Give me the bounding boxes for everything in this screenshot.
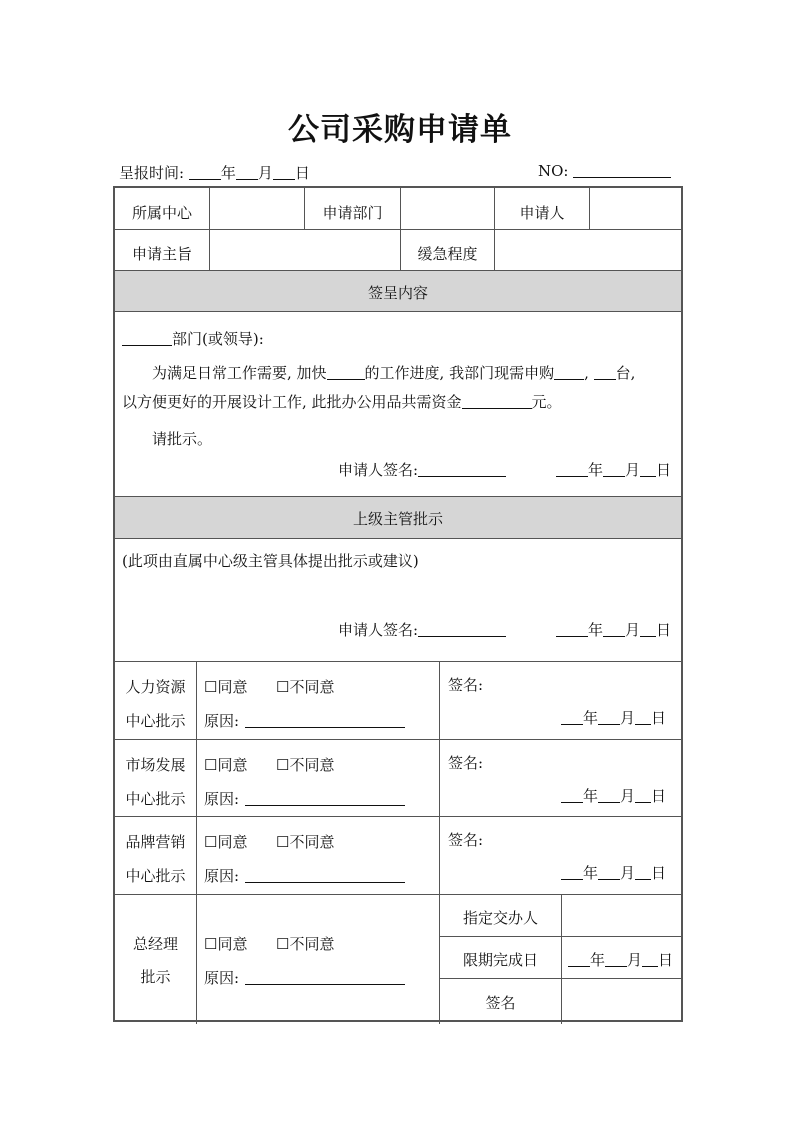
year-blank[interactable] <box>189 164 221 180</box>
supervisor-section-header <box>115 496 681 539</box>
reason-line: 原因: <box>204 788 405 809</box>
no-label: NO: <box>538 162 569 180</box>
content-section-header <box>115 270 681 312</box>
applicant-label: 申请人 <box>519 204 565 222</box>
gm-sign-field[interactable] <box>562 979 681 1022</box>
report-time <box>119 162 310 183</box>
approval-dept-line2: 中心批示 <box>125 867 186 885</box>
approval-dept-line1: 人力资源 <box>125 678 186 696</box>
gm-reason-blank[interactable] <box>245 969 405 985</box>
year-label: 年 <box>220 164 236 182</box>
month-blank[interactable] <box>236 164 258 180</box>
reason-blank[interactable] <box>245 867 405 883</box>
content-section-title: 签呈内容 <box>367 284 428 302</box>
approval-date: 年 月 日 <box>561 707 666 728</box>
applicant-field[interactable] <box>590 188 681 229</box>
supervisor-note: (此项由直属中心级主管具体提出批示或建议) <box>122 552 419 570</box>
approval-date: 年 月 日 <box>561 785 666 806</box>
content-date: 年 月 日 <box>556 459 671 480</box>
gm-sign-label: 签名 <box>485 994 516 1012</box>
reason-blank[interactable] <box>245 712 405 728</box>
approval-dept-line2: 中心批示 <box>125 790 186 808</box>
approval-dept-line2: 中心批示 <box>125 712 186 730</box>
assignee-field[interactable] <box>562 895 681 936</box>
request-text: 请批示。 <box>152 430 213 448</box>
form-number <box>538 162 671 180</box>
gm-reason-line: 原因: <box>204 967 405 988</box>
urgency-field[interactable] <box>495 230 681 270</box>
assignee-label: 指定交办人 <box>462 909 538 927</box>
deadline-date[interactable]: 年 月 日 <box>568 949 673 970</box>
gm-disagree-checkbox[interactable]: ☐不同意 <box>276 935 335 953</box>
sign-label: 签名: <box>448 831 484 849</box>
content-sign-line: 申请人签名: <box>338 459 506 480</box>
gm-line1: 总经理 <box>132 935 178 953</box>
supervisor-section-title: 上级主管批示 <box>352 510 443 528</box>
dept-field[interactable] <box>401 188 494 229</box>
month-label: 月 <box>257 164 273 182</box>
sign-label: 签名: <box>448 676 484 694</box>
supervisor-sign-line: 申请人签名: <box>338 619 506 640</box>
disagree-checkbox[interactable]: ☐不同意 <box>276 833 335 851</box>
approval-dept-line1: 市场发展 <box>125 756 186 774</box>
content-body-line1: 为满足日常工作需要, 加快 的工作进度, 我部门现需申购 , 台, <box>152 364 636 382</box>
reason-blank[interactable] <box>245 790 405 806</box>
no-blank[interactable] <box>573 162 671 178</box>
disagree-checkbox[interactable]: ☐不同意 <box>276 756 335 774</box>
gm-agree-checkbox[interactable]: ☐同意 <box>204 935 248 953</box>
form-table <box>113 186 683 1022</box>
dept-label: 申请部门 <box>322 204 383 222</box>
content-body-line2: 以方便更好的开展设计工作, 此批办公用品共需资金 元。 <box>122 393 562 411</box>
content-sign-blank[interactable] <box>418 461 506 477</box>
agree-checkbox[interactable]: ☐同意 <box>204 756 248 774</box>
gm-line2: 批示 <box>140 968 171 986</box>
purpose-label: 申请主旨 <box>131 245 192 263</box>
sign-label: 签名: <box>448 754 484 772</box>
dept-leader-line: 部门(或领导): <box>122 328 264 349</box>
approval-dept-line1: 品牌营销 <box>125 833 186 851</box>
report-time-label: 呈报时间: <box>119 164 185 182</box>
center-label: 所属中心 <box>131 204 192 222</box>
urgency-label: 缓急程度 <box>417 245 478 263</box>
deadline-label: 限期完成日 <box>462 951 538 969</box>
day-blank[interactable] <box>273 164 295 180</box>
agree-checkbox[interactable]: ☐同意 <box>204 833 248 851</box>
day-label: 日 <box>294 164 310 182</box>
disagree-checkbox[interactable]: ☐不同意 <box>276 678 335 696</box>
supervisor-date: 年 月 日 <box>556 619 671 640</box>
approval-date: 年 月 日 <box>561 862 666 883</box>
supervisor-sign-blank[interactable] <box>418 621 506 637</box>
reason-line: 原因: <box>204 710 405 731</box>
page-title: 公司采购申请单 <box>288 112 512 148</box>
reason-line: 原因: <box>204 865 405 886</box>
purpose-field[interactable] <box>210 230 400 270</box>
agree-checkbox[interactable]: ☐同意 <box>204 678 248 696</box>
center-field[interactable] <box>210 188 304 229</box>
